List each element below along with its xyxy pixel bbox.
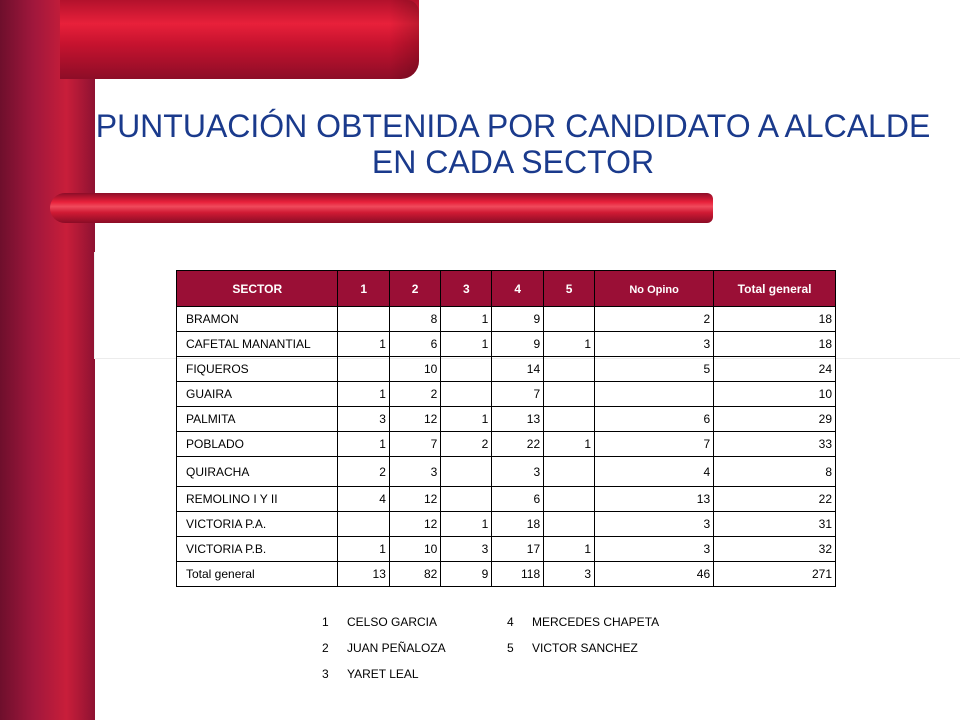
cell-total: 18 (714, 307, 836, 332)
header-sector: SECTOR (177, 271, 338, 307)
table-header-row (177, 271, 836, 307)
legend-candidate-name: MERCEDES CHAPETA (532, 615, 660, 629)
legend-number: 5 (507, 641, 514, 655)
cell: 2 (389, 382, 440, 407)
cell-total: 24 (714, 357, 836, 382)
cell: 9 (492, 332, 544, 357)
cell: 1 (441, 332, 492, 357)
cell: 1 (544, 537, 595, 562)
cell-sector: FIQUEROS (177, 357, 338, 382)
panel-edge (94, 252, 95, 359)
cell: 12 (389, 487, 440, 512)
cell-sector: GUAIRA (177, 382, 338, 407)
legend-candidate-name: VICTOR SANCHEZ (532, 641, 638, 655)
legend-item (507, 610, 659, 636)
cell: 1 (441, 512, 492, 537)
cell: 7 (492, 382, 544, 407)
cell: 1 (338, 332, 389, 357)
cell (544, 357, 595, 382)
cell (544, 407, 595, 432)
table-row (177, 407, 836, 432)
title-line-1: PUNTUACIÓN OBTENIDA POR CANDIDATO A ALCALDE (95, 108, 931, 144)
cell-sector: CAFETAL MANANTIAL (177, 332, 338, 357)
table-row (177, 512, 836, 537)
cell: 10 (389, 537, 440, 562)
cell-total: 22 (714, 487, 836, 512)
legend-item (322, 636, 446, 662)
cell-total: 10 (714, 382, 836, 407)
cell-sector: VICTORIA P.B. (177, 537, 338, 562)
cell (544, 512, 595, 537)
cell: 13 (338, 562, 389, 587)
header-no-opino: No Opino (595, 271, 714, 307)
cell-total: 31 (714, 512, 836, 537)
cell (441, 457, 492, 487)
legend-number: 4 (507, 615, 514, 629)
cell-sector: PALMITA (177, 407, 338, 432)
cell (441, 382, 492, 407)
cell: 4 (595, 457, 714, 487)
cell-total: 29 (714, 407, 836, 432)
left-vertical-bar (0, 0, 95, 720)
header-total-general: Total general (714, 271, 836, 307)
cell (338, 357, 389, 382)
cell (441, 357, 492, 382)
cell: 6 (492, 487, 544, 512)
cell: 2 (595, 307, 714, 332)
cell-sector: QUIRACHA (177, 457, 338, 487)
page-title (95, 108, 931, 180)
cell: 1 (441, 407, 492, 432)
title-line-2: EN CADA SECTOR (371, 144, 655, 180)
table-total-row (177, 562, 836, 587)
table-row (177, 432, 836, 457)
cell: 2 (441, 432, 492, 457)
cell: 13 (595, 487, 714, 512)
cell: 3 (595, 512, 714, 537)
cell (544, 382, 595, 407)
legend-number: 2 (322, 641, 329, 655)
legend-item (507, 636, 659, 662)
cell: 13 (492, 407, 544, 432)
top-red-bar (60, 0, 419, 79)
cell-sector: VICTORIA P.A. (177, 512, 338, 537)
header-candidate-3: 3 (441, 271, 492, 307)
cell: 6 (595, 407, 714, 432)
cell: 82 (389, 562, 440, 587)
cell (338, 307, 389, 332)
table-row (177, 457, 836, 487)
table-row (177, 357, 836, 382)
cell: 12 (389, 512, 440, 537)
legend-number: 3 (322, 667, 329, 681)
cell: 22 (492, 432, 544, 457)
cell: 46 (595, 562, 714, 587)
cell: 1 (544, 432, 595, 457)
legend-item (322, 662, 446, 688)
cell: 3 (441, 537, 492, 562)
cell: 14 (492, 357, 544, 382)
cell: 9 (492, 307, 544, 332)
cell-sector: BRAMON (177, 307, 338, 332)
horizontal-red-bar (50, 193, 713, 223)
cell: 3 (389, 457, 440, 487)
cell: 6 (389, 332, 440, 357)
legend-item (322, 610, 446, 636)
table-row (177, 307, 836, 332)
header-candidate-5: 5 (544, 271, 595, 307)
cell (338, 512, 389, 537)
table-row (177, 537, 836, 562)
cell-sector: REMOLINO I Y II (177, 487, 338, 512)
cell: 7 (595, 432, 714, 457)
candidate-legend-right (507, 610, 659, 662)
cell: 3 (492, 457, 544, 487)
table-row (177, 382, 836, 407)
cell: 9 (441, 562, 492, 587)
cell: 1 (338, 382, 389, 407)
legend-number: 1 (322, 615, 329, 629)
cell-total: 8 (714, 457, 836, 487)
cell: 1 (338, 432, 389, 457)
cell: 118 (492, 562, 544, 587)
cell: 1 (338, 537, 389, 562)
legend-candidate-name: JUAN PEÑALOZA (347, 641, 446, 655)
cell: 3 (595, 537, 714, 562)
cell: 18 (492, 512, 544, 537)
header-candidate-1: 1 (338, 271, 389, 307)
cell-total: 33 (714, 432, 836, 457)
scores-table (176, 270, 836, 587)
table-row (177, 332, 836, 357)
cell (544, 457, 595, 487)
cell: 10 (389, 357, 440, 382)
cell: 4 (338, 487, 389, 512)
cell: 3 (544, 562, 595, 587)
cell-sector: Total general (177, 562, 338, 587)
cell: 5 (595, 357, 714, 382)
cell: 17 (492, 537, 544, 562)
cell: 2 (338, 457, 389, 487)
cell-total: 18 (714, 332, 836, 357)
cell-total: 271 (714, 562, 836, 587)
cell: 7 (389, 432, 440, 457)
cell (544, 307, 595, 332)
cell-sector: POBLADO (177, 432, 338, 457)
cell: 3 (595, 332, 714, 357)
cell: 1 (441, 307, 492, 332)
cell: 1 (544, 332, 595, 357)
header-candidate-2: 2 (389, 271, 440, 307)
cell (544, 487, 595, 512)
header-candidate-4: 4 (492, 271, 544, 307)
table-row (177, 487, 836, 512)
legend-candidate-name: YARET LEAL (347, 667, 419, 681)
candidate-legend-left (322, 610, 446, 688)
legend-candidate-name: CELSO GARCIA (347, 615, 438, 629)
cell: 12 (389, 407, 440, 432)
cell (595, 382, 714, 407)
cell (441, 487, 492, 512)
cell: 8 (389, 307, 440, 332)
cell: 3 (338, 407, 389, 432)
cell-total: 32 (714, 537, 836, 562)
